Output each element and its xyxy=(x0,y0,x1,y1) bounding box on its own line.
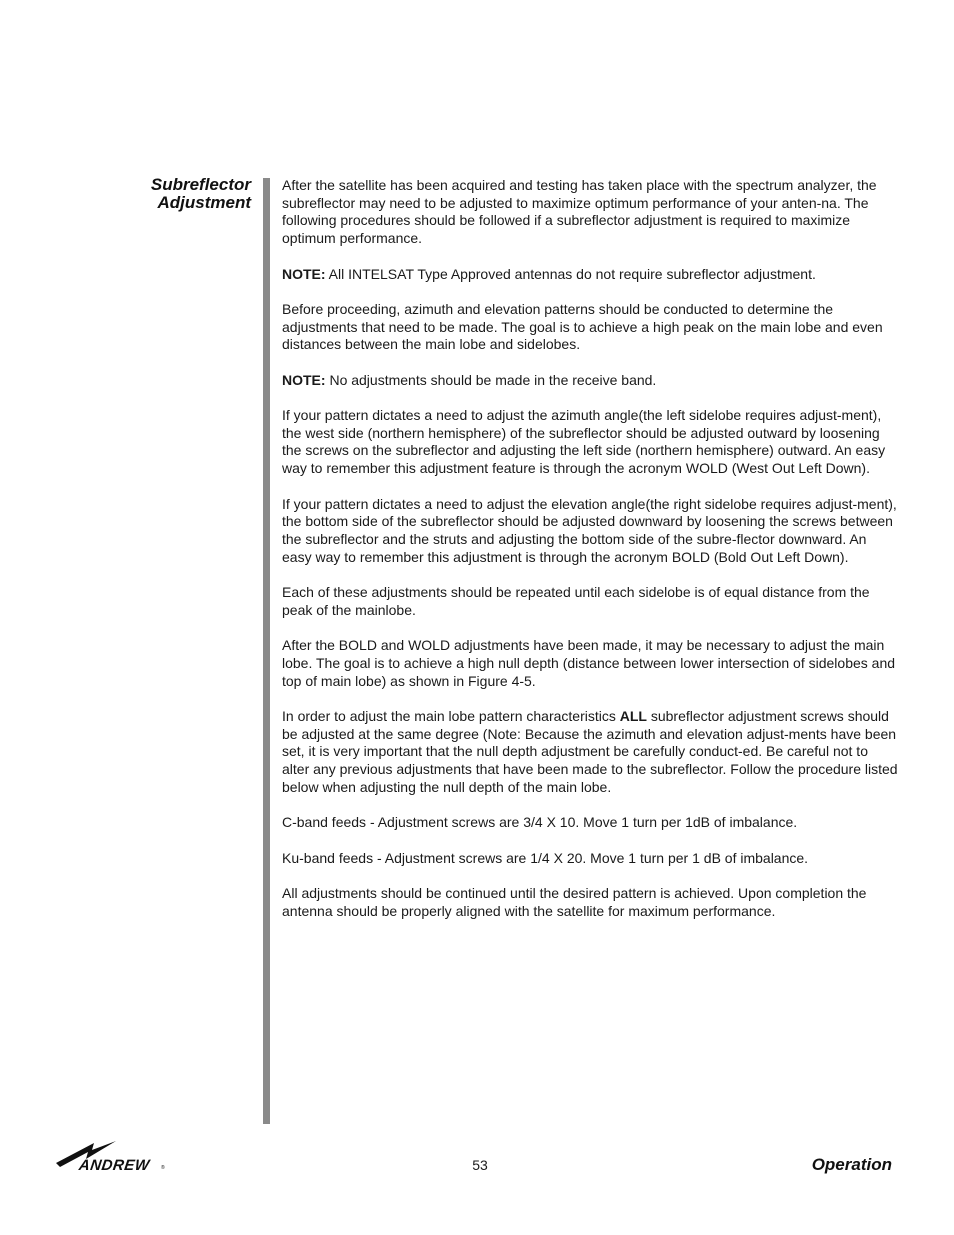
note-label: NOTE: xyxy=(282,265,326,282)
section-title-line2: Adjustment xyxy=(157,193,251,212)
paragraph-null-depth xyxy=(282,708,898,797)
paragraph-elevation: If your pattern dictates a need to adjust the elevation angle(the right sidelobe requires adjust-ment), the bottom side of the subreflector should be adjusted downward by loosening the screws between the subreflector and the struts and adjusting the bottom side of the subre-flector downward. An easy way to remember this adjustment is through the acronym BOLD (Bold Out Left Down). xyxy=(282,495,897,565)
paragraph-main-lobe: After the BOLD and WOLD adjustments have been made, it may be necessary to adjust the main lobe. The goal is to achieve a high null depth (distance between lower intersection of sidelobes and top of main lobe) as shown in Figure 4-5. xyxy=(282,637,896,689)
body-text xyxy=(282,177,898,938)
paragraph-ku-band: Ku-band feeds - Adjustment screws are 1/4 X 20. Move 1 turn per 1 dB of imbalance. xyxy=(282,849,809,866)
paragraph-azimuth: If your pattern dictates a need to adjust the azimuth angle(the left sidelobe requires adjust-ment), the west side (northern hemisphere) of the subreflector should be adjusted outward by loosening the screws on the subreflector and adjusting the left side (northern hemisphere) outward. An easy way to remember this adjustment feature is through the acronym WOLD (West Out Left Down). xyxy=(282,407,886,477)
footer-section-name: Operation xyxy=(811,1155,892,1174)
section-title-line1: Subreflector xyxy=(150,175,251,194)
note-text: No adjustments should be made in the receive band. xyxy=(325,371,657,388)
paragraph-text: In order to adjust the main lobe pattern characteristics xyxy=(282,707,620,724)
andrew-logo xyxy=(56,1141,172,1177)
note-label: NOTE: xyxy=(282,371,326,388)
note-intelsat xyxy=(282,266,898,284)
logo-wordmark: ANDREW xyxy=(77,1157,151,1174)
paragraph-c-band: C-band feeds - Adjustment screws are 3/4 X 10. Move 1 turn per 1dB of imbalance. xyxy=(282,814,798,831)
section-title xyxy=(60,176,251,212)
paragraph-patterns: Before proceeding, azimuth and elevation patterns should be conducted to determine the adjustments that need to be made. The goal is to achieve a high peak on the main lobe and even distances between the main lobe and sidelobes. xyxy=(282,300,883,353)
paragraph-text: subreflector adjustment screws should be adjusted at the same degree (Note: Because the azimuth and elevation adjust-ments have been set, it is very important that the null depth adjustment be carefully conduct-ed. Be careful not to alter any previous adjustments that have been made to the subreflector. Follow the procedure listed below when adjusting the null depth of the main lobe. xyxy=(282,707,898,795)
paragraph-completion: All adjustments should be continued until the desired pattern is achieved. Upon completion the antenna should be properly aligned with the satellite for maximum performance. xyxy=(282,884,867,919)
note-receive-band xyxy=(282,372,898,390)
note-text: All INTELSAT Type Approved antennas do not require subreflector adjustment. xyxy=(325,265,816,282)
paragraph-intro: After the satellite has been acquired and testing has taken place with the spectrum analyzer, the subreflector may need to be adjusted to maximize optimum performance of your anten-na. The following procedures should be followed if a subreflector adjustment is required to maximize optimum performance. xyxy=(282,177,877,247)
registered-mark: ® xyxy=(161,1165,165,1171)
page-number: 53 xyxy=(472,1157,488,1173)
margin-rule xyxy=(263,178,270,1124)
emphasis-all: ALL xyxy=(619,707,647,724)
paragraph-repeat: Each of these adjustments should be repeated until each sidelobe is of equal distance from the peak of the mainlobe. xyxy=(282,584,870,618)
